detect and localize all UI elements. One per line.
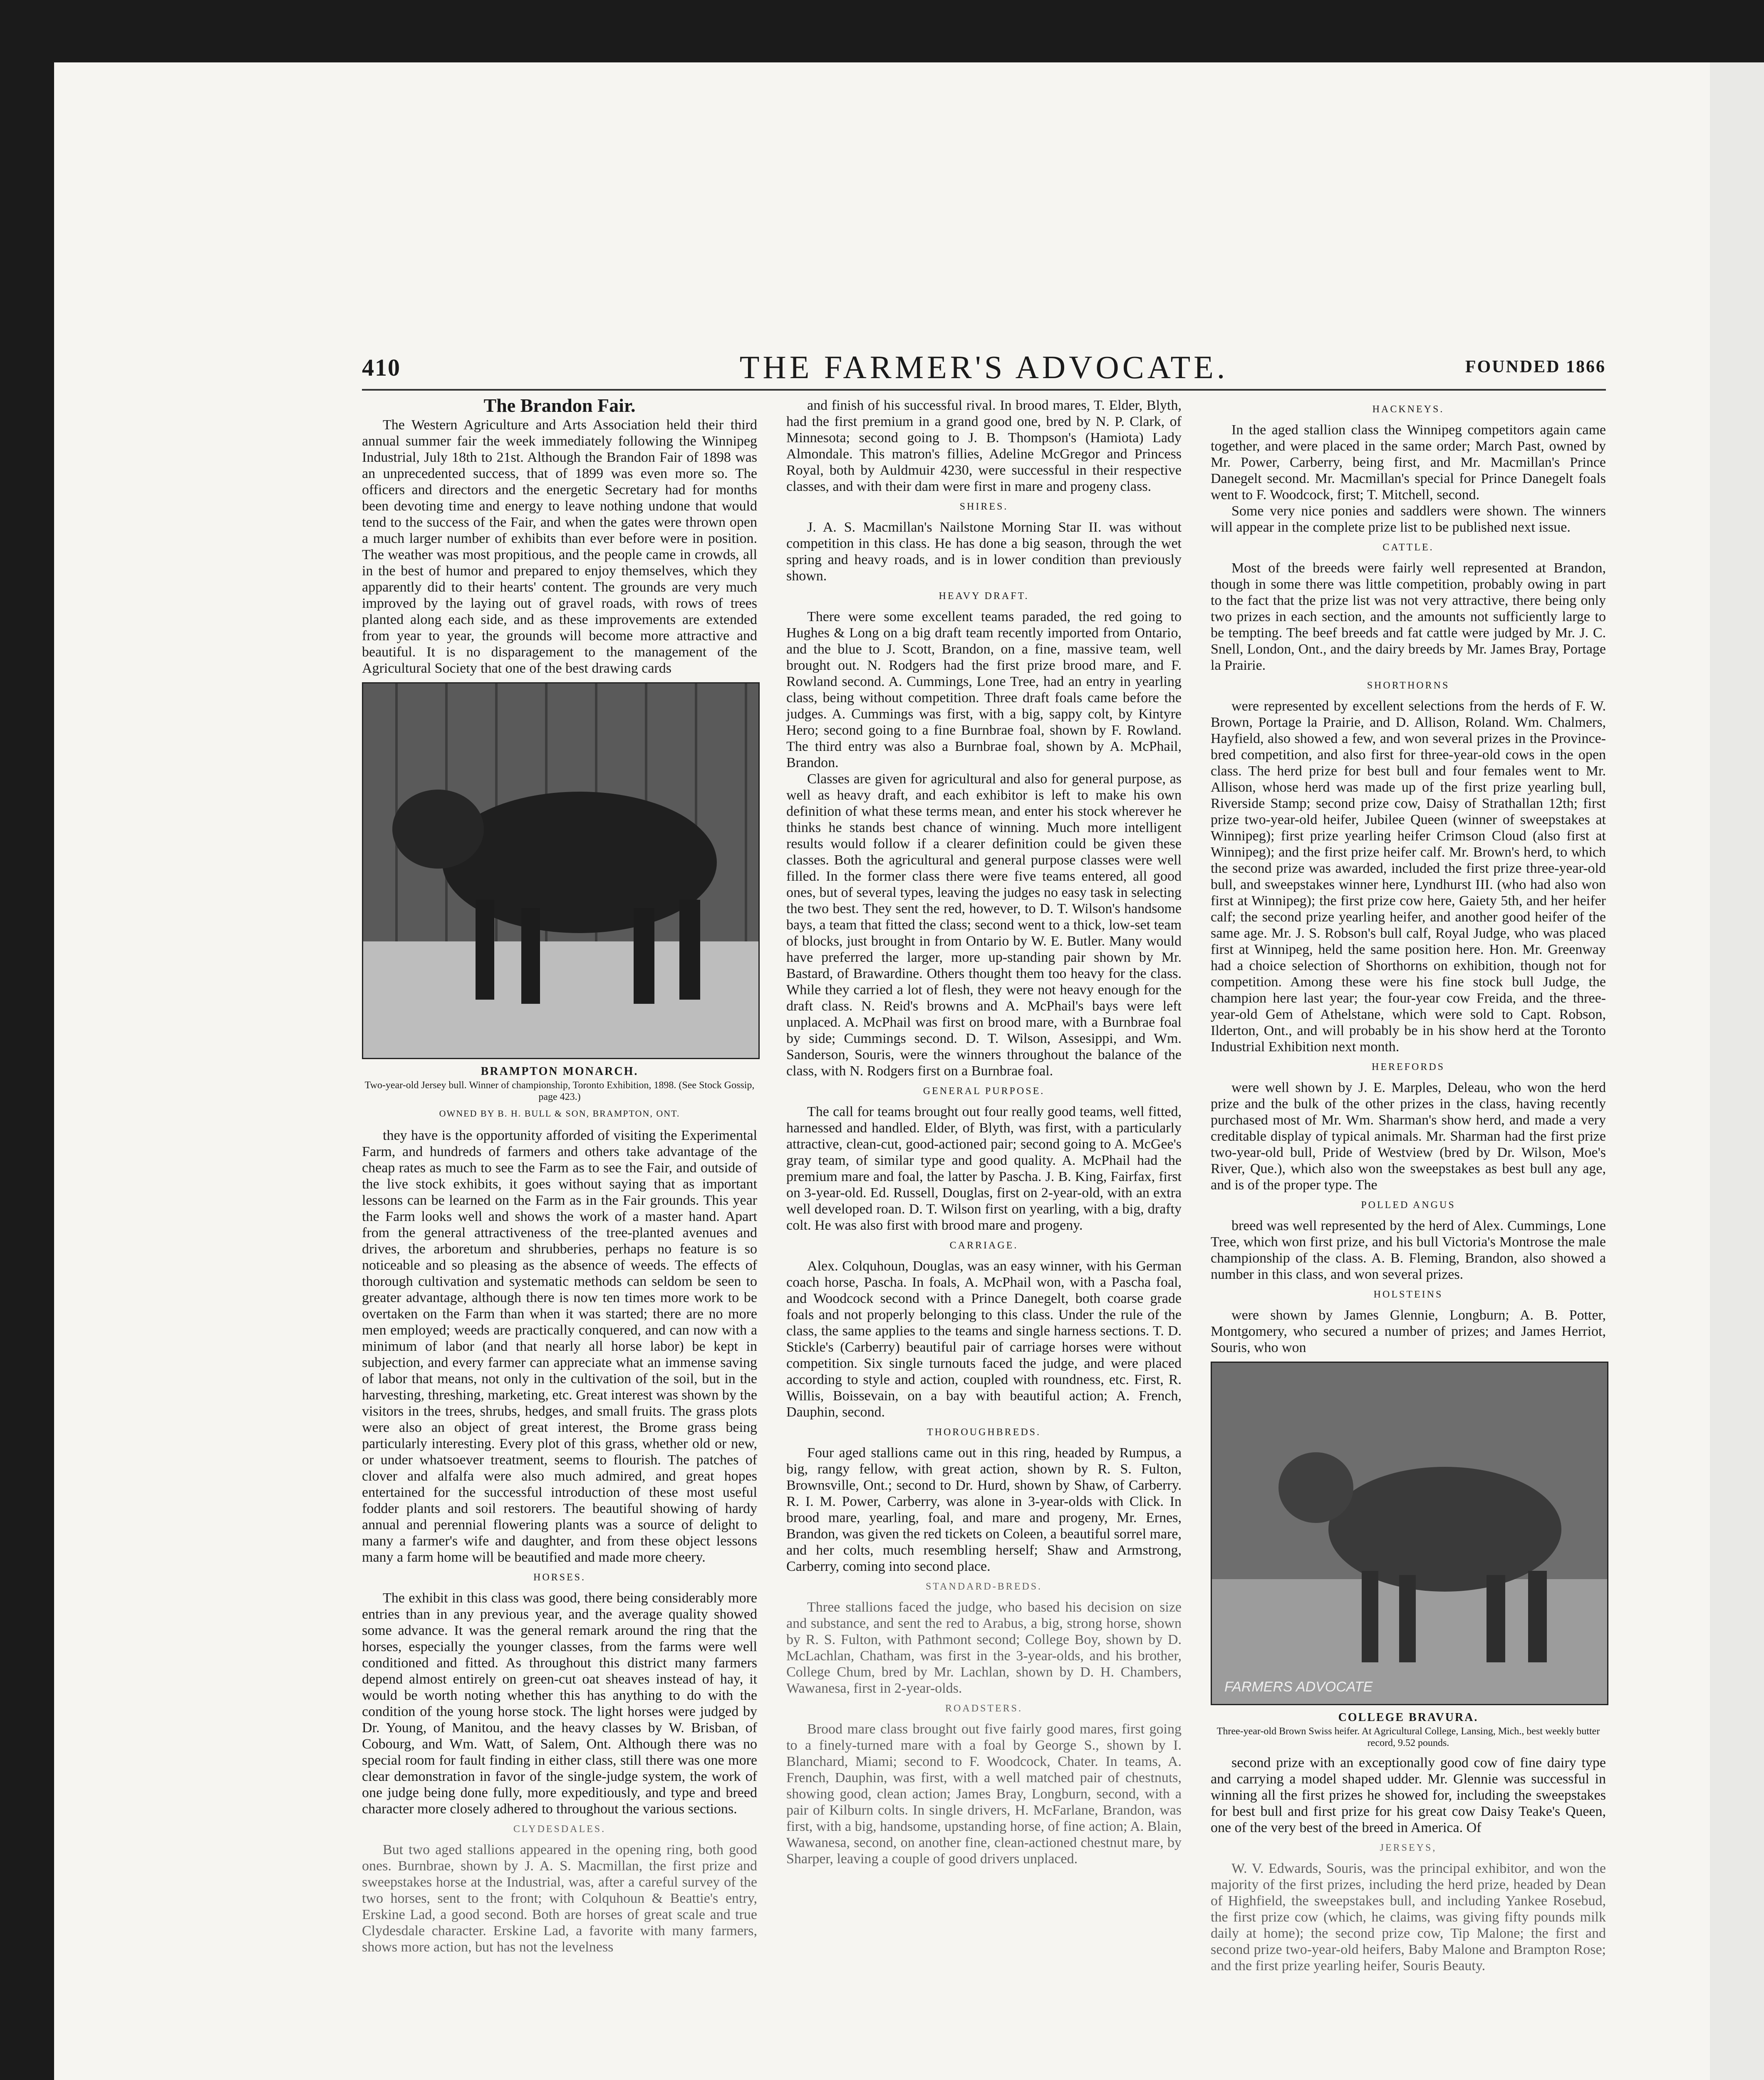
paragraph: breed was well represented by the herd of Alex. Cummings, Lone Tree, which won first prize, and his bull Victoria's Montrose the male championship of the class. A. B. Fleming, Brandon, also showed a number in this class, and won several prizes. xyxy=(1211,1218,1606,1282)
paragraph: The Western Agriculture and Arts Association held their third annual summer fair the week immediately following the Winnipeg Industrial, July 18th to 21st. Although the Brandon Fair of 1898 was an unprecedented success, that of 1899 was even more so. The officers and directors and the energetic Secretary had for months been devoting time and energy to leave nothing undone that would tend to the success of the Fair, and when the gates were thrown open a much larger number of exhibits than ever before were in position. The weather was most propitious, and the people came in crowds, all in the best of humor and prepared to enjoy themselves, which they apparently did to their hearts' content. The grounds are very much improved by the laying out of gravel roads, with rows of trees planted along each side, and as these improvements are extended from year to year, the grounds will become more attractive and beautiful. It is no disparagement to the management of the Agricultural Society that one of the best drawing cards xyxy=(362,417,757,676)
paragraph: Four aged stallions came out in this ring, headed by Rumpus, a big, rangy fellow, with great action, shown by R. S. Fulton, Brownsville, Ont.; second to Dr. Hurd, shown by Shaw, of Carberry. R. I. M. Power, Carberry, was alone in 3-year-olds with Click. In brood mare, yearling, foal, and mare and progeny, Mr. Ernes, Brandon, was given the red tickets on Coleen, a beautiful sorrel mare, and her colts, much resembling herself; Shaw and Armstrong, Carberry, coming into second place. xyxy=(786,1445,1182,1574)
paragraph: Most of the breeds were fairly well represented at Brandon, though in some there was little competition, probably owing in part to the fact that the prize list was not very attractive, there being only two prizes in each section, and the amounts not sufficiently large to be tempting. The beef breeds and fat cattle were judged by Mr. J. C. Snell, London, Ont., and the dairy breeds by Mr. James Bray, Portage la Prairie. xyxy=(1211,560,1606,673)
section-heading: CLYDESDALES. xyxy=(513,1824,606,1835)
paragraph: The exhibit in this class was good, there being considerably more entries than in any previous year, and the average quality showed some advance. It was the general remark around the ring that the horses, especially the younger classes, from the farms were well conditioned and fitted. As throughout this district many farmers depend almost entirely on green-cut oat sheaves instead of hay, it would be worth noting whether this has anything to do with the condition of the young horse stock. The light horses were judged by Dr. Young, of Manitou, and the heavy classes by W. Brisban, of Cobourg, and Wm. Watt, of Salem, Ont. Although there was no special room for fault finding in either class, still there was one more clear demonstration in favor of the single-judge system, the work of one judge being done fully, more expeditiously, and type and breed character more closely adhered to throughout the various sections. xyxy=(362,1590,757,1817)
header-rule xyxy=(362,389,1606,391)
paragraph: The call for teams brought out four really good teams, well fitted, harnessed and handled. Elder, of Blyth, was first, with a particularly attractive, clean-cut, good-actioned pair; second going to A. McGee's gray team, of similar type and good quality. A. McPhail had the premium mare and foal, the latter by Pascha. J. B. King, Fairfax, first on 3-year-old. Ed. Russell, Douglas, first on 2-year-old, with an extra well developed roan. D. T. Wilson first on yearling, with a big, drafty colt. He was also first with brood mare and progeny. xyxy=(786,1104,1182,1233)
section-heading: SHORTHORNS xyxy=(1367,680,1450,691)
bull-photo xyxy=(362,682,760,1059)
section-heading: GENERAL PURPOSE. xyxy=(923,1086,1045,1097)
figure-2-title: COLLEGE BRAVURA. xyxy=(1338,1711,1479,1724)
section-heading: POLLED ANGUS xyxy=(1361,1200,1456,1211)
page-number: 410 xyxy=(362,354,401,381)
paragraph: were represented by excellent selections from the herds of F. W. Brown, Portage la Prairie, and D. Allison, Roland. Wm. Chalmers, Hayfield, also showed a few, and won several prizes in the Province-bred competition, and also first for three-year-old cows in the open class. The herd prize for best bull and four females went to Mr. Allison, whose herd was made up of the first prize yearling bull, Riverside Stamp; second prize cow, Daisy of Strathallan 12th; first prize two-year-old heifer, Jubilee Queen (winner of sweepstakes at Winnipeg); first prize yearling heifer Crimson Cloud (also first at Winnipeg); and the first prize heifer calf. Mr. Brown's herd, to which the second prize was awarded, included the first prize three-year-old bull, and sweepstakes winner here, Lyndhurst III. (who had also won first at Winnipeg); the first prize cow here, Gaiety 5th, and her heifer calf; the second prize yearling heifer, and another good heifer of the same age. Mr. J. S. Robson's bull calf, Royal Judge, who was placed first at Winnipeg, held the same position here. Hon. Mr. Greenway had a choice selection of Shorthorns on exhibition, though not for competition. Among these were his fine stock bull Judge, the champion here last year; the four-year cow Freida, and the three-year-old Gem of Athelstane, which were sold to Capt. Robson, Ilderton, Ont., and will probably be in his show herd at the Toronto Industrial Exhibition next month. xyxy=(1211,698,1606,1055)
section-heading: HOLSTEINS xyxy=(1373,1289,1443,1300)
section-heading: STANDARD-BREDS. xyxy=(925,1581,1043,1592)
figure-brampton-monarch xyxy=(362,682,757,1122)
section-heading: SHIRES. xyxy=(959,501,1008,512)
heifer-illustration xyxy=(1212,1363,1607,1704)
paragraph: There were some excellent teams paraded, the red going to Hughes & Long on a big draft team recently imported from Ontario, and the blue to J. Scott, Brandon, on a fine, massive team, well brought out. N. Rodgers had the first prize brood mare, and F. Rowland second. A. Cummings, Lone Tree, had an entry in yearling class, being without competition. Three draft foals came before the judges. A. Cummings was first, with a big, sappy colt, by Kintyre Hero; second going to a fine Burnbrae foal, shown by F. Rowland. The third entry was also a Burnbrae foal, shown by A. McPhail, Brandon. xyxy=(786,609,1182,770)
figure-1-owner: OWNED BY B. H. BULL & SON, BRAMPTON, ONT. xyxy=(439,1108,680,1119)
section-heading: CATTLE. xyxy=(1382,542,1434,553)
column-2 xyxy=(786,397,1182,1867)
figure-2-caption: Three-year-old Brown Swiss heifer. At Agricultural College, Lansing, Mich., best weekly butter record, 9.52 pounds. xyxy=(1216,1726,1600,1748)
column-1 xyxy=(362,397,757,1955)
figure-1-title: BRAMPTON MONARCH. xyxy=(481,1065,639,1078)
paragraph: But two aged stallions appeared in the opening ring, both good ones. Burnbrae, shown by J. A. S. Macmillan, the first prize and sweepstakes horse at the Industrial, was, after a careful survey of the two horses, sent to the front; with Colquhoun & Beattie's entry, Erskine Lad, a good second. Both are horses of great scale and true Clydesdale character. Erskine Lad, a favorite with many farmers, shows more action, but has not the levelness xyxy=(362,1842,757,1955)
column-3 xyxy=(1211,397,1606,1974)
paragraph: were shown by James Glennie, Longburn; A. B. Potter, Montgomery, who secured a number of prizes; and James Herriot, Souris, who won xyxy=(1211,1307,1606,1355)
paragraph: Classes are given for agricultural and also for general purpose, as well as heavy draft, and each exhibitor is left to make his own definition of what these terms mean, and enter his stock wherever he thinks he stands best chance of winning. Much more intelligent results would follow if a clearer definition could be given these classes. Both the agricultural and general purpose classes were well filled. In the former class there were five teams entered, all good ones, but of several types, leaving the judges no easy task in selecting the two best. They sent the red, however, to D. T. Wilson's handsome bays, a team that fitted the class; second went to a thick, low-set team of blocks, just brought in from Ontario by W. E. Butler. Many would have preferred the larger, more up-standing pair shown by Mr. Bastard, of Brawardine. Others thought them too heavy for the class. While they carried a lot of flesh, they were not heavy enough for the draft class. N. Reid's browns and A. McPhail's bays were left unplaced. A. McPhail was first on brood mare, with a Burnbrae foal by side; Cummings second. D. T. Wilson, Assesippi, and Wm. Sanderson, Souris, were the winners throughout the balance of the class, with N. Rodgers first on a Burnbrae foal. xyxy=(786,771,1182,1079)
figure-1-caption: Two-year-old Jersey bull. Winner of championship, Toronto Exhibition, 1898. (See Stock Gossip, page 423.) xyxy=(364,1080,755,1102)
paragraph: second prize with an exceptionally good cow of fine dairy type and carrying a model shaped udder. Mr. Glennie was successful in winning all the first prizes he showed for, including the sweepstakes for best bull and first prize for his great cow Daisy Teake's Queen, one of the very best of the breed in America. Of xyxy=(1211,1755,1606,1835)
paragraph: J. A. S. Macmillan's Nailstone Morning Star II. was without competition in this class. He has done a big season, through the wet spring and heavy roads, and is in lower condition than previously shown. xyxy=(786,520,1182,584)
paragraph: W. V. Edwards, Souris, was the principal exhibitor, and won the majority of the first prizes, including the herd prize, headed by Dean of Highfield, the sweepstakes bull, and including Yankee Rosebud, the first prize cow (which, he claims, was giving fifty pounds milk daily at home); the second prize cow, Tip Malone; the first and second prize two-year-old heifers, Baby Malone and Brampton Rose; and the first prize yearling heifer, Souris Beauty. xyxy=(1211,1861,1606,1974)
paragraph: Three stallions faced the judge, who based his decision on size and substance, and sent the red to Arabus, a big, strong horse, shown by R. S. Fulton, with Pathmont second; College Boy, shown by D. McLachlan, Chatham, was first in the 3-year-olds, and his brother, College Chum, bred by Mr. Lachlan, shown by D. H. Chambers, Wawanesa, first in 2-year-olds. xyxy=(786,1600,1182,1696)
figure-college-bravura xyxy=(1211,1362,1606,1749)
paragraph: they have is the opportunity afforded of visiting the Experimental Farm, and hundreds of farmers and others take advantage of the cheap rates as much to see the Farm as to see the Fair, and outside of the live stock exhibits, it goes without saying that as important lessons can be learned on the Farm as in the Fair grounds. This year the Farm looks well and shows the work of a master hand. Apart from the general attractiveness of the tree-planted avenues and drives, the arboretum and shrubberies, perhaps no feature is so noticeable and so pleasing as the absence of weeds. The effects of thorough cultivation and systematic methods can seldom be seen to greater advantage, although there is now ten times more work to be overtaken on the Farm than when it was started; there are no more men employed; weeds are practically conquered, and can now with a minimum of labor (and that nearly all horse labor) be kept in subjection, and every farmer can appreciate what an immense saving of labor that means, not only in the cultivation of the soil, but in the harvesting, threshing, marketing, etc. Great interest was shown by the visitors in the trees, shrubs, hedges, and small fruits. The grass plots were also an object of great interest, the Brome grass being particularly interesting. Every plot of this grass, whether old or new, or under whatsoever treatment, seems to flourish. The patches of clover and alfalfa were also much admired, and great hopes entertained for the successful introduction of these most useful fodder plants and soil restorers. The beautiful showing of hardy annual and perennial flowering plants was a source of delight to many a farmer's wife and daughter, and from these object lessons many a farm home will be beautified and made more cheery. xyxy=(362,1128,757,1565)
paragraph: In the aged stallion class the Winnipeg competitors again came together, and were placed in the same order; March Past, owned by Mr. Power, Carberry, being first, and Mr. Macmillan's Prince Danegelt second. Mr. Macmillan's special for Prince Danegelt foals went to F. Woodcock, first; T. Mitchell, second. xyxy=(1211,422,1606,503)
section-heading: THOROUGHBREDS. xyxy=(927,1427,1041,1438)
paragraph: and finish of his successful rival. In brood mares, T. Elder, Blyth, had the first premium in a grand good one, bred by N. P. Clark, of Minnesota; second going to J. B. Thompson's (Hamiota) Lady Almondale. This matron's fillies, Adeline McGregor and Princess Royal, both by Auldmuir 4230, were successful in their respective classes, and with their dam were first in mare and progeny class. xyxy=(786,398,1182,494)
section-heading: JERSEYS, xyxy=(1380,1842,1437,1853)
heifer-photo xyxy=(1211,1362,1608,1705)
section-heading: CARRIAGE. xyxy=(949,1240,1018,1251)
section-heading: HORSES. xyxy=(533,1572,586,1583)
paragraph: Brood mare class brought out five fairly good mares, first going to a finely-turned mare with a foal by George S., shown by I. Blanchard, Miami; second to F. Woodcock, Chater. In teams, A. French, Dauphin, was first, with a well matched pair of chestnuts, showing good, clean action; James Bray, Longburn, second, with a pair of Kilburn colts. In single drivers, H. McFarlane, Brandon, was first, with a big, handsome, upstanding horse, of fine action; A. Blain, Wawanesa, second, on another fine, clean-actioned chestnut mare, by Sharper, leaving a couple of good drivers unplaced. xyxy=(786,1721,1182,1867)
founded-note: FOUNDED 1866 xyxy=(1465,357,1606,376)
paragraph: Alex. Colquhoun, Douglas, was an easy winner, with his German coach horse, Pascha. In foals, A. McPhail won, with a Pascha foal, and Woodcock second with a Prince Danegelt, both coarse grade foals and not properly belonging to this class. Under the rule of the class, the same applies to the teams and single harness sections. T. D. Stickle's (Carberry) beautiful pair of carriage horses were without competition. Six single turnouts faced the judge, and were placed according to style and action, coupled with roundness, etc. First, R. Willis, Boissevain, on a bay with beautiful action; A. French, Dauphin, second. xyxy=(786,1258,1182,1420)
paragraph: were well shown by J. E. Marples, Deleau, who won the herd prize and the bulk of the other prizes in the class, having recently purchased most of Mr. Wm. Sharman's show herd, and made a very creditable display of typical animals. Mr. Sharman had the first prize two-year-old bull, Pride of Westview (bred by Dr. Wilson, Moe's River, Que.), which also won the sweepstakes as best bull any age, and is of the proper type. The xyxy=(1211,1080,1606,1193)
photo-watermark: FARMERS ADVOCATE xyxy=(1224,1679,1373,1695)
paragraph: Some very nice ponies and saddlers were shown. The winners will appear in the complete prize list to be published next issue. xyxy=(1211,503,1606,535)
adjacent-page-edge xyxy=(1710,62,1764,2080)
article-title: The Brandon Fair. xyxy=(483,395,636,416)
section-heading: HACKNEYS. xyxy=(1372,404,1444,415)
section-heading: HEAVY DRAFT. xyxy=(939,591,1029,602)
masthead: THE FARMER'S ADVOCATE. xyxy=(739,349,1229,385)
section-heading: HEREFORDS xyxy=(1371,1062,1445,1072)
bull-illustration xyxy=(363,683,758,1058)
page-header xyxy=(362,345,1606,395)
section-heading: ROADSTERS. xyxy=(945,1703,1023,1714)
